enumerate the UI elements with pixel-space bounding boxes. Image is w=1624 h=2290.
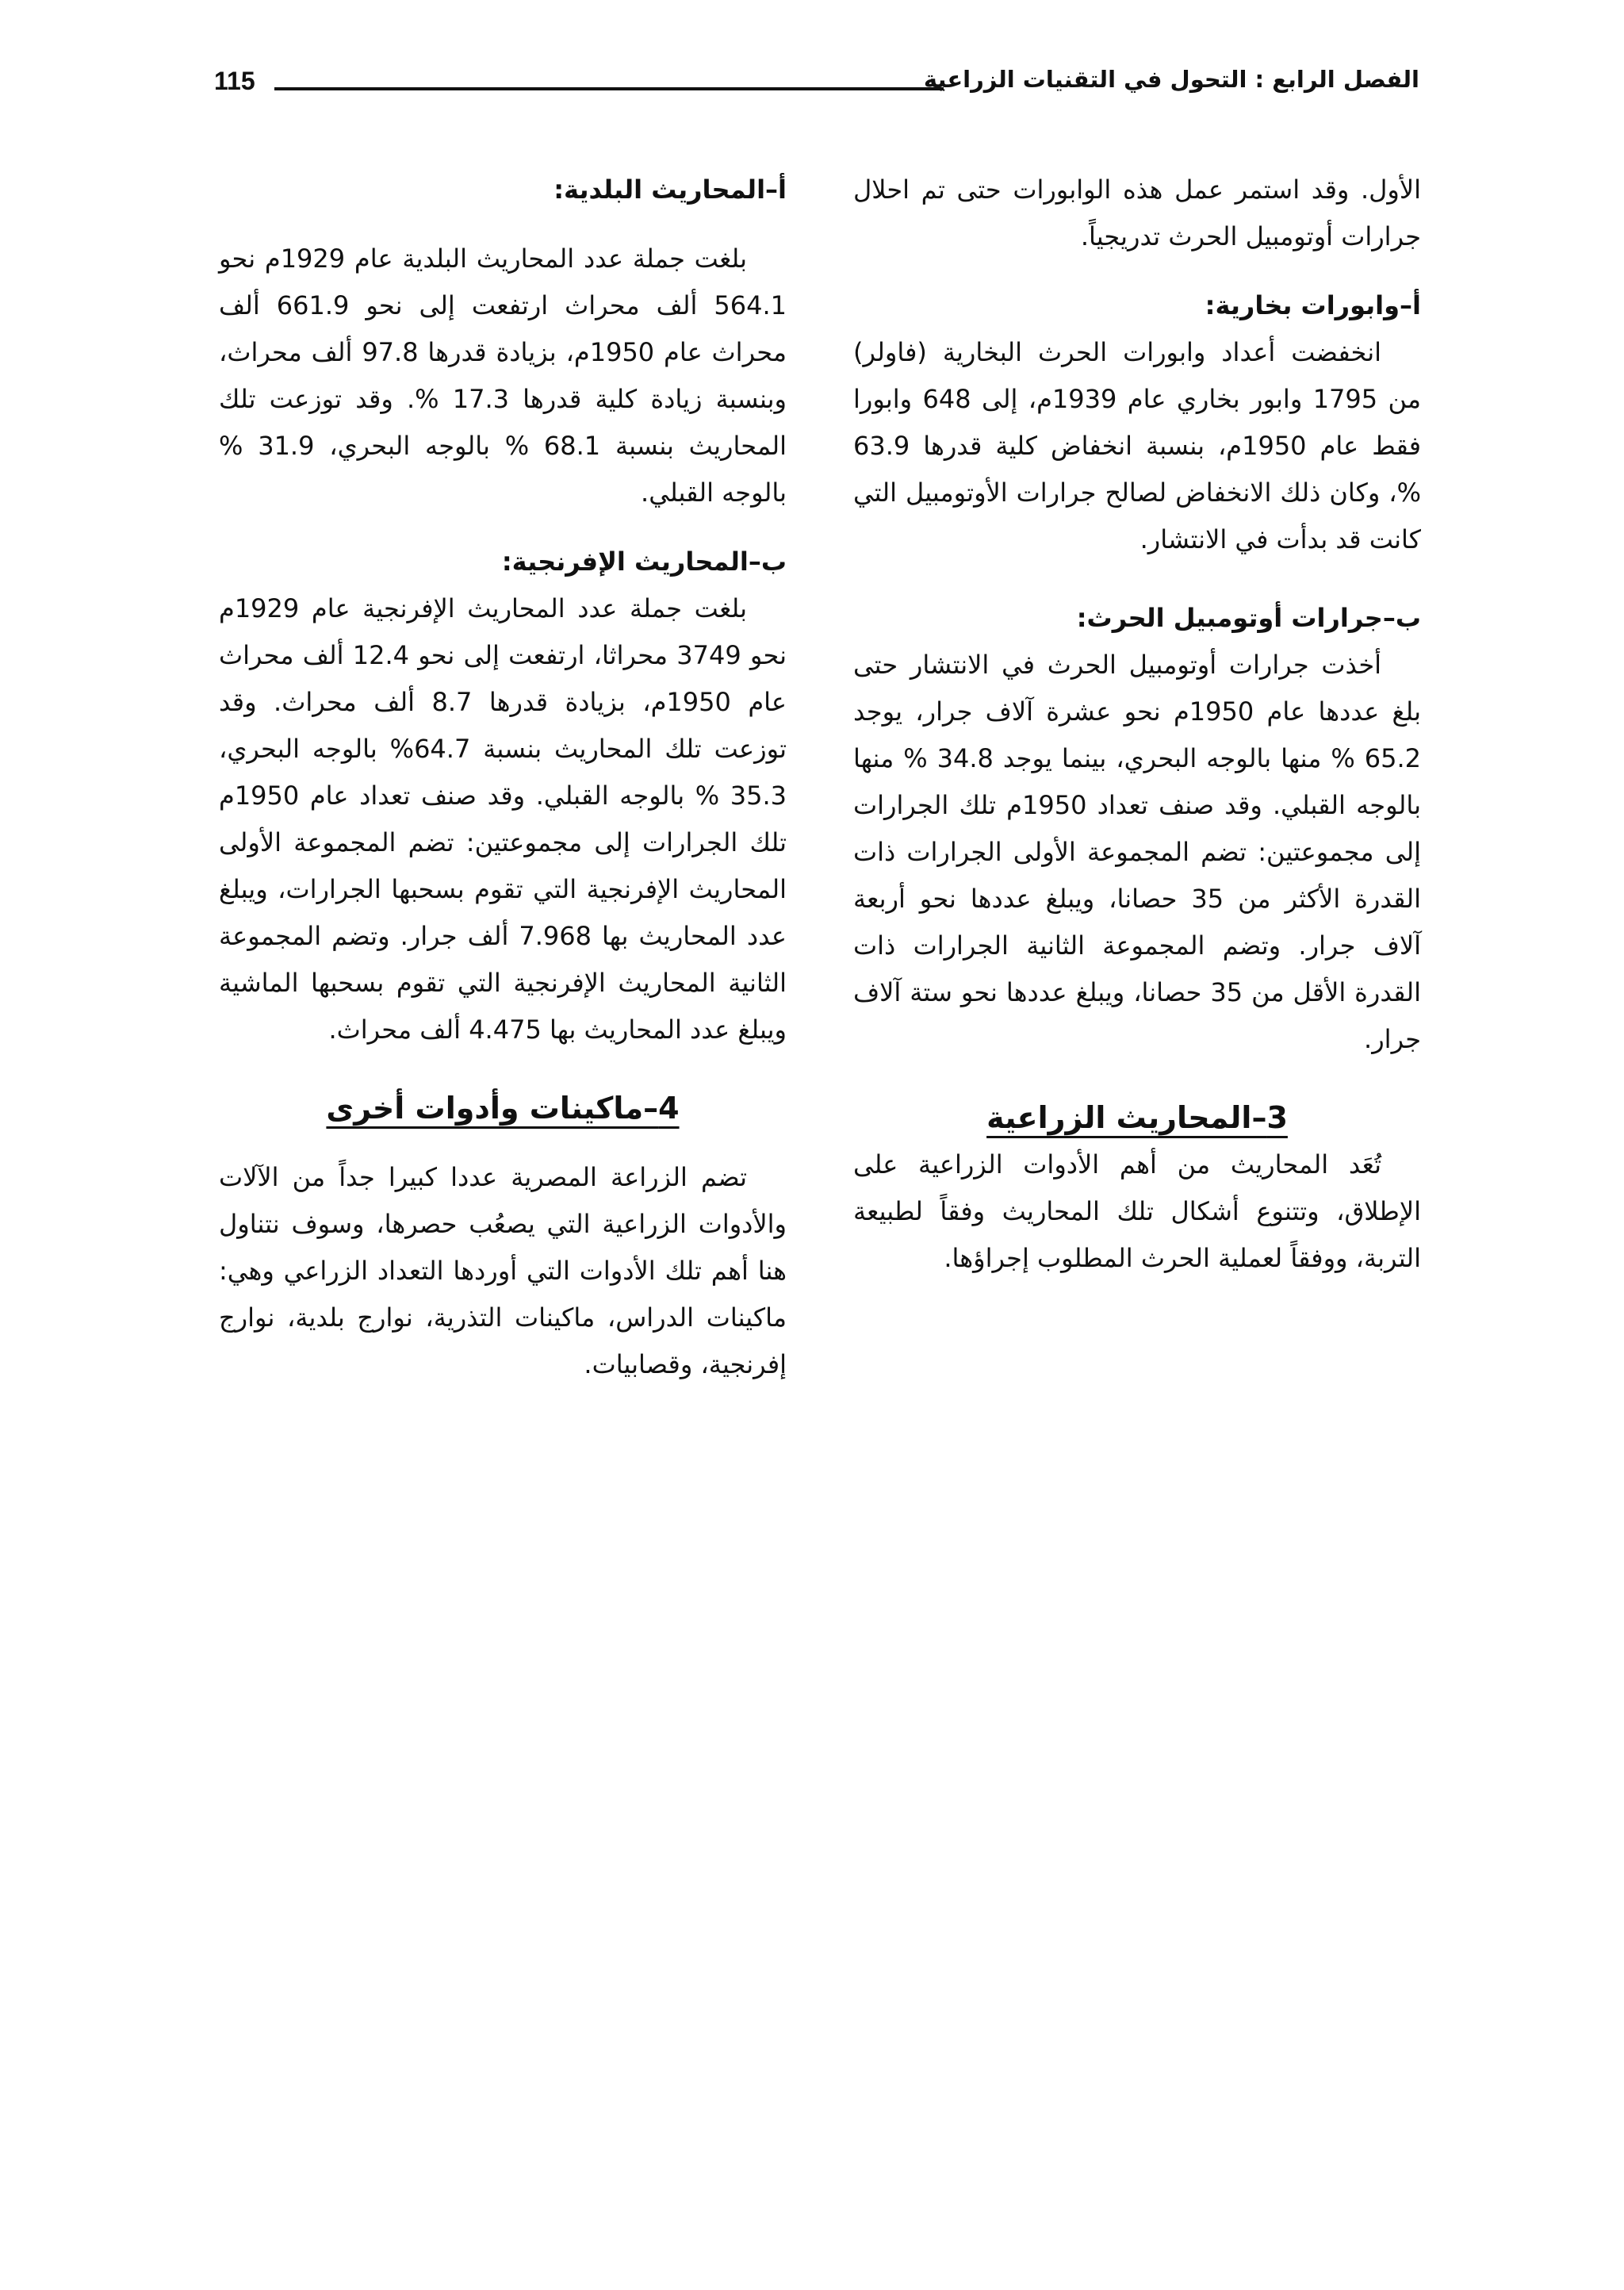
left-column [219,167,787,1388]
section-3-heading: 3–المحاريث الزراعية [986,1100,1288,1135]
chapter-title: الفصل الرابع : التحول في التقنيات الزراعية [923,66,1419,93]
steam-engines-paragraph: انخفضت أعداد وابورات الحرث البخارية (فاولر) من 1795 وابور بخاري عام 1939م، إلى 648 وابورا فقط عام 1950م، بنسبة انخفاض كلية قدرها 63.9 %، وكان ذلك الانخفاض لصالح جرارات الأوتومبيل التي كانت قد بدأت في الانتشار. [853,337,1422,554]
local-ploughs-heading: أ–المحاريث البلدية: [553,175,787,205]
intro-paragraph: الأول. وقد استمر عمل هذه الوابورات حتى تم احلال جرارات أوتومبيل الحرث تدريجياً. [853,175,1421,251]
section-3-paragraph: تُعَد المحاريث من أهم الأدوات الزراعية على الإطلاق، وتتنوع أشكال تلك المحاريث وفقاً لطبيعة التربة، ووفقاً لعملية الحرث المطلوب إجراؤها. [853,1149,1421,1273]
running-header [214,62,1419,109]
section-4-paragraph: تضم الزراعة المصرية عددا كبيرا جداً من الآلات والأدوات الزراعية التي يصعُب حصرها، وسوف نتناول هنا أهم تلك الأدوات التي أوردها التعداد الزراعي وهي: ماكينات الدراس، ماكينات التذرية، نوارج بلدية، نوارج إفرنجية، وقصابيات. [219,1162,787,1379]
tractors-heading: ب–جرارات أوتومبيل الحرث: [1076,603,1421,633]
section-4-heading: 4–ماكينات وأدوات أخرى [326,1091,680,1126]
header-rule [274,87,944,90]
european-ploughs-paragraph: بلغت جملة عدد المحاريث الإفرنجية عام 1929م نحو 3749 محراثا، ارتفعت إلى نحو 12.4 ألف محراث عام 1950م، بزيادة قدرها 8.7 ألف محراث. وقد توزعت تلك المحاريث بنسبة 64.7% بالوجه البحري، 35.3 % بالوجه القبلي. وقد صنف تعداد عام 1950م تلك الجرارات إلى مجموعتين: تضم المجموعة الأولى المحاريث الإفرنجية التي تقوم بسحبها الجرارات، ويبلغ عدد المحاريث بها 7.968 ألف جرار. وتضم المجموعة الثانية المحاريث الإفرنجية التي تقوم بسحبها الماشية ويبلغ عدد المحاريث بها 4.475 ألف محراث. [219,593,787,1045]
local-ploughs-paragraph: بلغت جملة عدد المحاريث البلدية عام 1929م نحو 564.1 ألف محراث ارتفعت إلى نحو 661.9 ألف محراث عام 1950م، بزيادة قدرها 97.8 ألف محراث، وبنسبة زيادة كلية قدرها 17.3 %. وقد توزعت تلك المحاريث بنسبة 68.1 % بالوجه البحري، 31.9 % بالوجه القبلي. [219,244,787,508]
right-column [853,167,1421,1282]
page-number: 115 [214,67,255,95]
european-ploughs-heading: ب–المحاريث الإفرنجية: [501,547,787,577]
steam-engines-heading: أ–وابورات بخارية: [1205,290,1421,320]
tractors-paragraph: أخذت جرارات أوتومبيل الحرث في الانتشار حتى بلغ عددها عام 1950م نحو عشرة آلاف جرار، يوجد 65.2 % منها بالوجه البحري، بينما يوجد 34.8 % منها بالوجه القبلي. وقد صنف تعداد 1950م تلك الجرارات إلى مجموعتين: تضم المجموعة الأولى الجرارات ذات القدرة الأكثر من 35 حصانا، ويبلغ عددها نحو أربعة آلاف جرار. وتضم المجموعة الثانية الجرارات ذات القدرة الأقل من 35 حصانا، ويبلغ عددها نحو ستة آلاف جرار. [853,650,1422,1054]
